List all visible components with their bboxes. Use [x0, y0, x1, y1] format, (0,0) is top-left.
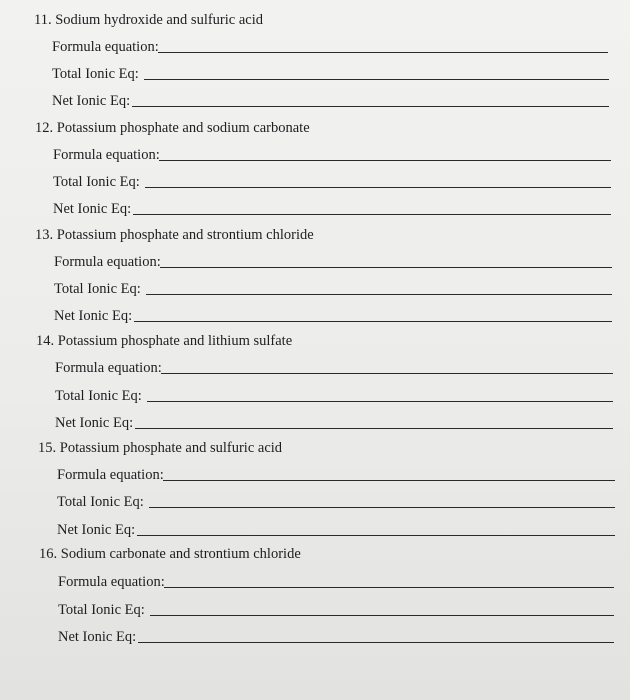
- total-ionic-label: Total Ionic Eq:: [53, 174, 140, 190]
- net-ionic-answer-line[interactable]: [134, 321, 612, 322]
- formula-equation-answer-line[interactable]: [158, 52, 608, 53]
- problem-title: 12. Potassium phosphate and sodium carbonate: [35, 120, 310, 136]
- problem-title: 11. Sodium hydroxide and sulfuric acid: [34, 12, 264, 28]
- formula-equation-answer-line[interactable]: [163, 480, 615, 481]
- formula-equation-answer-line[interactable]: [159, 160, 611, 161]
- problem-title: 15. Potassium phosphate and sulfuric acid: [38, 440, 283, 456]
- problem-title: 16. Sodium carbonate and strontium chloride: [39, 546, 301, 562]
- total-ionic-answer-line[interactable]: [150, 615, 614, 616]
- net-ionic-label: Net Ionic Eq:: [53, 201, 132, 217]
- net-ionic-label: Net Ionic Eq:: [58, 629, 137, 645]
- net-ionic-label: Net Ionic Eq:: [55, 415, 134, 431]
- net-ionic-answer-line[interactable]: [138, 642, 614, 643]
- formula-equation-label: Formula equation:: [57, 467, 164, 483]
- net-ionic-answer-line[interactable]: [133, 214, 611, 215]
- total-ionic-answer-line[interactable]: [147, 401, 613, 402]
- total-ionic-answer-line[interactable]: [149, 507, 615, 508]
- net-ionic-label: Net Ionic Eq:: [54, 308, 133, 324]
- total-ionic-label: Total Ionic Eq:: [52, 66, 139, 82]
- formula-equation-answer-line[interactable]: [160, 267, 612, 268]
- formula-equation-label: Formula equation:: [52, 39, 159, 55]
- total-ionic-answer-line[interactable]: [144, 79, 609, 80]
- total-ionic-answer-line[interactable]: [145, 187, 611, 188]
- formula-equation-label: Formula equation:: [58, 574, 165, 590]
- problem-title: 14. Potassium phosphate and lithium sulfate: [36, 333, 293, 349]
- formula-equation-label: Formula equation:: [54, 254, 161, 270]
- net-ionic-answer-line[interactable]: [137, 535, 615, 536]
- problem-title: 13. Potassium phosphate and strontium chloride: [35, 227, 314, 243]
- formula-equation-answer-line[interactable]: [164, 587, 614, 588]
- total-ionic-label: Total Ionic Eq:: [55, 388, 142, 404]
- total-ionic-label: Total Ionic Eq:: [58, 602, 145, 618]
- net-ionic-label: Net Ionic Eq:: [57, 522, 136, 538]
- total-ionic-answer-line[interactable]: [146, 294, 612, 295]
- formula-equation-answer-line[interactable]: [161, 373, 613, 374]
- net-ionic-answer-line[interactable]: [132, 106, 609, 107]
- formula-equation-label: Formula equation:: [55, 360, 162, 376]
- total-ionic-label: Total Ionic Eq:: [54, 281, 141, 297]
- total-ionic-label: Total Ionic Eq:: [57, 494, 144, 510]
- formula-equation-label: Formula equation:: [53, 147, 160, 163]
- net-ionic-label: Net Ionic Eq:: [52, 93, 131, 109]
- net-ionic-answer-line[interactable]: [135, 428, 613, 429]
